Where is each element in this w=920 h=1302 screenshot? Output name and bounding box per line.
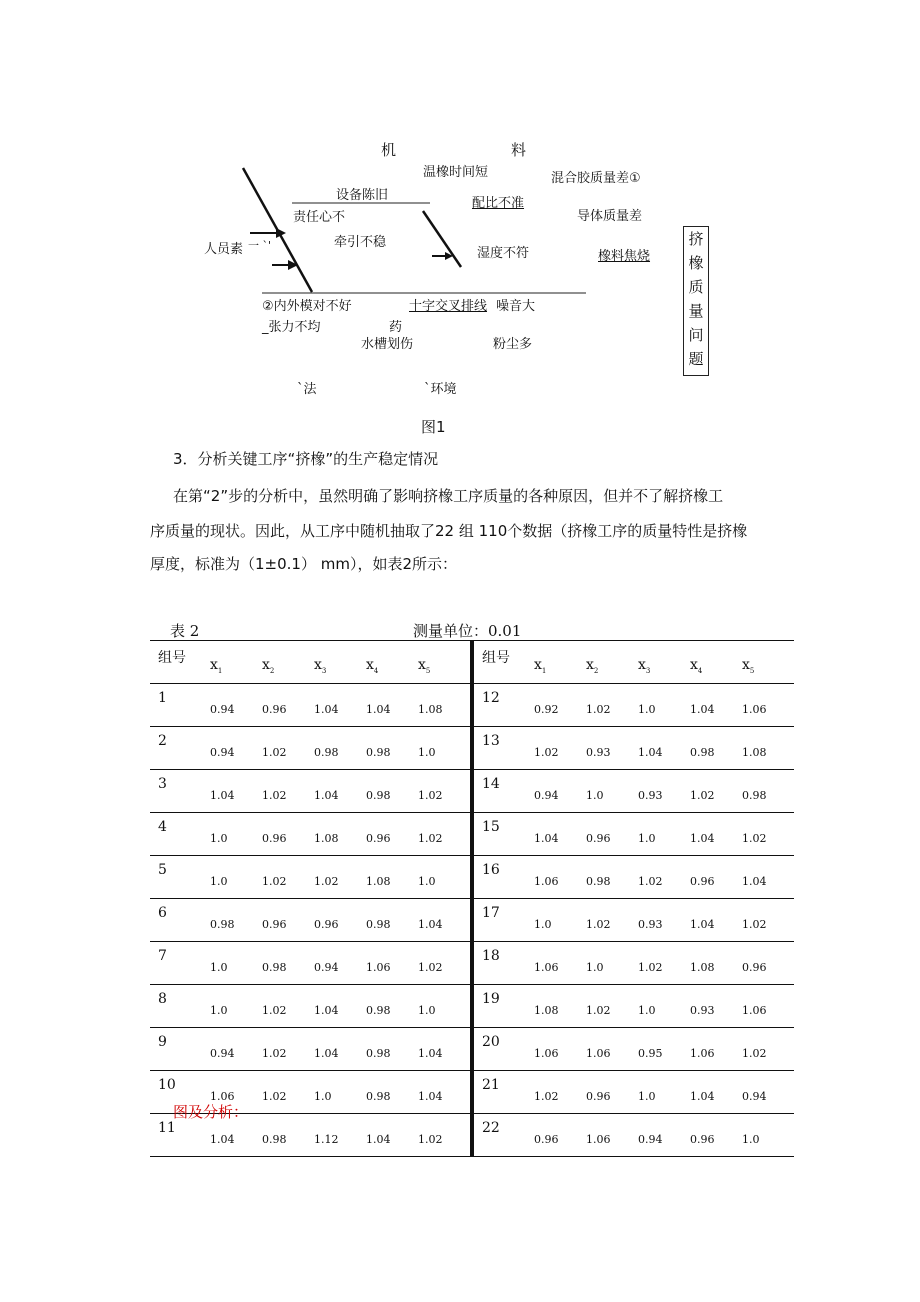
measurement-cell: 0.98 — [690, 727, 742, 770]
effect-char: 题 — [688, 350, 704, 368]
material-bone — [423, 211, 461, 267]
col-header-sub: 4 — [373, 666, 379, 675]
measurement-cell: 1.06 — [586, 1114, 638, 1157]
measurement-cell: 0.96 — [262, 813, 314, 856]
effect-box — [683, 226, 709, 376]
measurement-cell: 1.06 — [742, 985, 794, 1028]
measurement-cell: 0.98 — [262, 942, 314, 985]
col-header-sub: 3 — [321, 666, 327, 675]
effect-char: 量 — [688, 302, 704, 320]
cause-text: _张力不均 — [262, 320, 321, 335]
measurement-cell: 0.94 — [638, 1114, 690, 1157]
measurement-cell: 0.94 — [210, 1028, 262, 1071]
col-header-x: x — [262, 657, 270, 674]
group-number-cell: 14 — [472, 770, 534, 813]
measurement-cell: 1.12 — [314, 1114, 366, 1157]
measurement-cell: 1.04 — [534, 813, 586, 856]
measurement-cell: 1.08 — [742, 727, 794, 770]
table-title: 表 2 — [170, 622, 200, 640]
col-header-sub: 1 — [217, 666, 223, 675]
measurement-cell: 1.02 — [418, 770, 472, 813]
effect-char: 橡 — [688, 254, 704, 272]
measurement-cell: 0.94 — [534, 770, 586, 813]
measurement-cell: 1.02 — [534, 1071, 586, 1114]
measurement-cell: 0.93 — [586, 727, 638, 770]
measurement-cell: 1.02 — [262, 1028, 314, 1071]
measurement-cell: 1.02 — [262, 985, 314, 1028]
table-header-row — [150, 641, 794, 684]
cause-text: 人员素 — [204, 242, 244, 257]
measurement-cell: 1.04 — [690, 1071, 742, 1114]
measurement-cell: 1.06 — [690, 1028, 742, 1071]
measurement-cell: 1.02 — [314, 856, 366, 899]
measurement-cell: 0.98 — [366, 770, 418, 813]
measurement-cell: 0.93 — [690, 985, 742, 1028]
measurement-cell: 1.02 — [418, 942, 472, 985]
measurement-cell: 1.04 — [210, 1114, 262, 1157]
measurement-cell: 1.04 — [314, 985, 366, 1028]
measurement-cell: 0.98 — [366, 899, 418, 942]
col-header-x: x — [418, 657, 426, 674]
environment-label: `环境 — [424, 382, 457, 397]
measurement-cell: 1.04 — [314, 684, 366, 727]
measurement-cell: 0.96 — [586, 1071, 638, 1114]
measurement-cell: 1.04 — [314, 1028, 366, 1071]
measurement-cell: 1.0 — [210, 985, 262, 1028]
col-header — [210, 641, 262, 684]
measurement-cell: 0.96 — [366, 813, 418, 856]
col-header-x: x — [690, 657, 698, 674]
measurement-cell: 1.04 — [690, 813, 742, 856]
measurement-cell: 1.04 — [210, 770, 262, 813]
data-table — [150, 640, 794, 1157]
group-number-cell: 5 — [150, 856, 210, 899]
measurement-cell: 1.04 — [418, 1071, 472, 1114]
measurement-cell: 1.02 — [262, 856, 314, 899]
measurement-cell: 1.0 — [638, 684, 690, 727]
col-header — [742, 641, 794, 684]
measurement-cell: 1.02 — [638, 856, 690, 899]
measurement-cell: 1.02 — [638, 942, 690, 985]
measurement-cell: 1.04 — [314, 770, 366, 813]
cause-text: 一 `' — [248, 239, 272, 252]
col-header — [586, 641, 638, 684]
machine-label: 机 — [381, 141, 397, 159]
measurement-cell: 1.0 — [210, 856, 262, 899]
measurement-cell: 1.0 — [210, 942, 262, 985]
measurement-cell: 1.0 — [418, 727, 472, 770]
measurement-cell: 0.94 — [210, 727, 262, 770]
col-header: 组号 — [150, 641, 210, 684]
cause-text: 橡料焦烧 — [598, 249, 651, 264]
paragraph-line: 厚度，标准为（1±0.1） mm），如表2所示： — [150, 555, 458, 573]
section-title: 3．分析关键工序“挤橡”的生产稳定情况 — [173, 450, 439, 468]
measurement-cell: 1.0 — [418, 856, 472, 899]
measurement-cell: 1.06 — [534, 856, 586, 899]
col-header-sub: 5 — [425, 666, 431, 675]
measurement-cell: 1.02 — [690, 770, 742, 813]
measurement-cell: 0.96 — [742, 942, 794, 985]
material-label: 料 — [511, 141, 527, 159]
measurement-cell: 1.04 — [366, 1114, 418, 1157]
col-header-x: x — [586, 657, 594, 674]
cause-text: 温橡时间短 — [423, 165, 489, 180]
col-header-sub: 5 — [749, 666, 755, 675]
measurement-cell: 1.08 — [314, 813, 366, 856]
measurement-cell: 1.06 — [534, 942, 586, 985]
measurement-cell: 1.04 — [366, 684, 418, 727]
measurement-cell: 0.94 — [742, 1071, 794, 1114]
col-header — [366, 641, 418, 684]
measurement-cell: 0.93 — [638, 770, 690, 813]
col-header — [638, 641, 690, 684]
col-header-x: x — [314, 657, 322, 674]
measurement-cell: 0.98 — [366, 1071, 418, 1114]
measurement-cell: 0.98 — [366, 985, 418, 1028]
measurement-cell: 1.06 — [742, 684, 794, 727]
col-header — [418, 641, 472, 684]
measurement-cell: 1.06 — [586, 1028, 638, 1071]
measurement-cell: 0.96 — [314, 899, 366, 942]
table-unit: 测量单位：0.01 — [413, 622, 522, 640]
table-row — [150, 942, 794, 985]
measurement-cell: 1.02 — [742, 813, 794, 856]
measurement-cell: 1.04 — [418, 1028, 472, 1071]
measurement-cell: 0.96 — [262, 899, 314, 942]
measurement-cell: 0.96 — [690, 856, 742, 899]
cause-text: 责任心不 — [293, 210, 346, 225]
cause-text: 混合胶质量差① — [551, 171, 641, 186]
measurement-cell: 1.04 — [638, 727, 690, 770]
col-header — [690, 641, 742, 684]
group-number-cell: 7 — [150, 942, 210, 985]
cause-text: ②内外模对不好 — [262, 299, 352, 314]
group-number-cell: 22 — [472, 1114, 534, 1157]
group-number-cell: 1 — [150, 684, 210, 727]
table-row — [150, 985, 794, 1028]
measurement-cell: 0.98 — [586, 856, 638, 899]
col-header: 组号 — [472, 641, 534, 684]
table-row — [150, 899, 794, 942]
cause-text: 药 — [389, 320, 403, 335]
cause-text: 噪音大 — [496, 299, 536, 314]
measurement-cell: 1.08 — [534, 985, 586, 1028]
measurement-cell: 1.02 — [418, 813, 472, 856]
measurement-cell: 1.0 — [638, 1071, 690, 1114]
measurement-cell: 1.0 — [418, 985, 472, 1028]
group-number-cell: 11 — [150, 1114, 210, 1157]
effect-char: 问 — [688, 326, 704, 344]
measurement-cell: 1.0 — [586, 770, 638, 813]
cause-text: 湿度不符 — [477, 246, 530, 261]
group-number-cell: 19 — [472, 985, 534, 1028]
measurement-cell: 1.04 — [690, 684, 742, 727]
col-header — [262, 641, 314, 684]
group-number-cell: 15 — [472, 813, 534, 856]
measurement-cell: 1.06 — [210, 1071, 262, 1114]
cause-text: 导体质量差 — [577, 209, 643, 224]
cause-text: 牵引不稳 — [334, 235, 387, 250]
group-number-cell: 20 — [472, 1028, 534, 1071]
measurement-cell: 1.08 — [690, 942, 742, 985]
measurement-cell: 1.04 — [690, 899, 742, 942]
col-header-sub: 3 — [645, 666, 651, 675]
col-header-x: x — [638, 657, 646, 674]
table-row — [150, 856, 794, 899]
measurement-cell: 0.94 — [314, 942, 366, 985]
col-header-sub: 1 — [541, 666, 547, 675]
measurement-cell: 1.02 — [586, 899, 638, 942]
col-header-x: x — [366, 657, 374, 674]
measurement-cell: 0.98 — [366, 727, 418, 770]
measurement-cell: 1.02 — [742, 1028, 794, 1071]
measurement-cell: 1.04 — [742, 856, 794, 899]
measurement-cell: 1.02 — [418, 1114, 472, 1157]
group-number-cell: 6 — [150, 899, 210, 942]
col-header-x: x — [210, 657, 218, 674]
fishbone-lines — [0, 0, 920, 420]
measurement-cell: 0.96 — [586, 813, 638, 856]
measurement-cell: 0.96 — [262, 684, 314, 727]
measurement-cell: 0.96 — [534, 1114, 586, 1157]
measurement-cell: 1.06 — [366, 942, 418, 985]
analysis-heading: 图及分析： — [173, 1103, 249, 1121]
group-number-cell: 13 — [472, 727, 534, 770]
table-row — [150, 684, 794, 727]
effect-char: 质 — [688, 278, 704, 296]
col-header-x: x — [534, 657, 542, 674]
group-number-cell: 10 — [150, 1071, 210, 1114]
cause-text: 配比不准 — [472, 196, 525, 211]
group-number-cell: 9 — [150, 1028, 210, 1071]
paragraph-line: 在第“2”步的分析中，虽然明确了影响挤橡工序质量的各种原因，但并不了解挤橡工 — [173, 487, 724, 505]
measurement-cell: 1.0 — [742, 1114, 794, 1157]
measurement-cell: 1.08 — [366, 856, 418, 899]
measurement-cell: 1.0 — [638, 813, 690, 856]
measurement-cell: 0.96 — [690, 1114, 742, 1157]
measurement-cell: 0.98 — [366, 1028, 418, 1071]
measurement-cell: 0.98 — [742, 770, 794, 813]
col-header-sub: 4 — [697, 666, 703, 675]
cause-text: 设备陈旧 — [336, 188, 389, 203]
measurement-cell: 1.08 — [418, 684, 472, 727]
col-header-sub: 2 — [269, 666, 275, 675]
col-header — [314, 641, 366, 684]
measurement-cell: 1.02 — [262, 727, 314, 770]
paragraph-line: 序质量的现状。因此，从工序中随机抽取了22 组 110个数据（挤橡工序的质量特性是挤橡 — [150, 522, 748, 540]
group-number-cell: 8 — [150, 985, 210, 1028]
table-row — [150, 770, 794, 813]
cause-text: 粉尘多 — [493, 337, 533, 352]
measurement-cell: 1.0 — [586, 942, 638, 985]
table-row — [150, 727, 794, 770]
measurement-cell: 1.02 — [534, 727, 586, 770]
measurement-cell: 1.04 — [418, 899, 472, 942]
measurement-cell: 1.0 — [314, 1071, 366, 1114]
col-header — [534, 641, 586, 684]
figure-caption: 图1 — [421, 418, 446, 436]
measurement-cell: 1.0 — [638, 985, 690, 1028]
measurement-cell: 1.02 — [586, 684, 638, 727]
measurement-cell: 1.0 — [534, 899, 586, 942]
table-row — [150, 1028, 794, 1071]
table-row — [150, 813, 794, 856]
measurement-cell: 0.94 — [210, 684, 262, 727]
measurement-cell: 1.0 — [210, 813, 262, 856]
group-number-cell: 16 — [472, 856, 534, 899]
measurement-cell: 0.98 — [262, 1114, 314, 1157]
measurement-cell: 1.02 — [262, 1071, 314, 1114]
measurement-cell: 0.93 — [638, 899, 690, 942]
measurement-cell: 1.02 — [742, 899, 794, 942]
col-header-x: x — [742, 657, 750, 674]
col-header-sub: 2 — [593, 666, 599, 675]
group-number-cell: 4 — [150, 813, 210, 856]
effect-char: 挤 — [688, 230, 704, 248]
measurement-cell: 0.98 — [210, 899, 262, 942]
measurement-cell: 1.06 — [534, 1028, 586, 1071]
group-number-cell: 21 — [472, 1071, 534, 1114]
arrow-head-2 — [288, 260, 298, 270]
group-number-cell: 2 — [150, 727, 210, 770]
cause-text: 水槽划伤 — [361, 337, 414, 352]
measurement-cell: 0.92 — [534, 684, 586, 727]
group-number-cell: 17 — [472, 899, 534, 942]
cause-text: 十字交叉排线 — [409, 299, 488, 314]
measurement-cell: 1.02 — [262, 770, 314, 813]
measurement-cell: 0.98 — [314, 727, 366, 770]
measurement-cell: 1.02 — [586, 985, 638, 1028]
group-number-cell: 3 — [150, 770, 210, 813]
group-number-cell: 18 — [472, 942, 534, 985]
measurement-cell: 0.95 — [638, 1028, 690, 1071]
method-label: `法 — [297, 382, 317, 397]
group-number-cell: 12 — [472, 684, 534, 727]
